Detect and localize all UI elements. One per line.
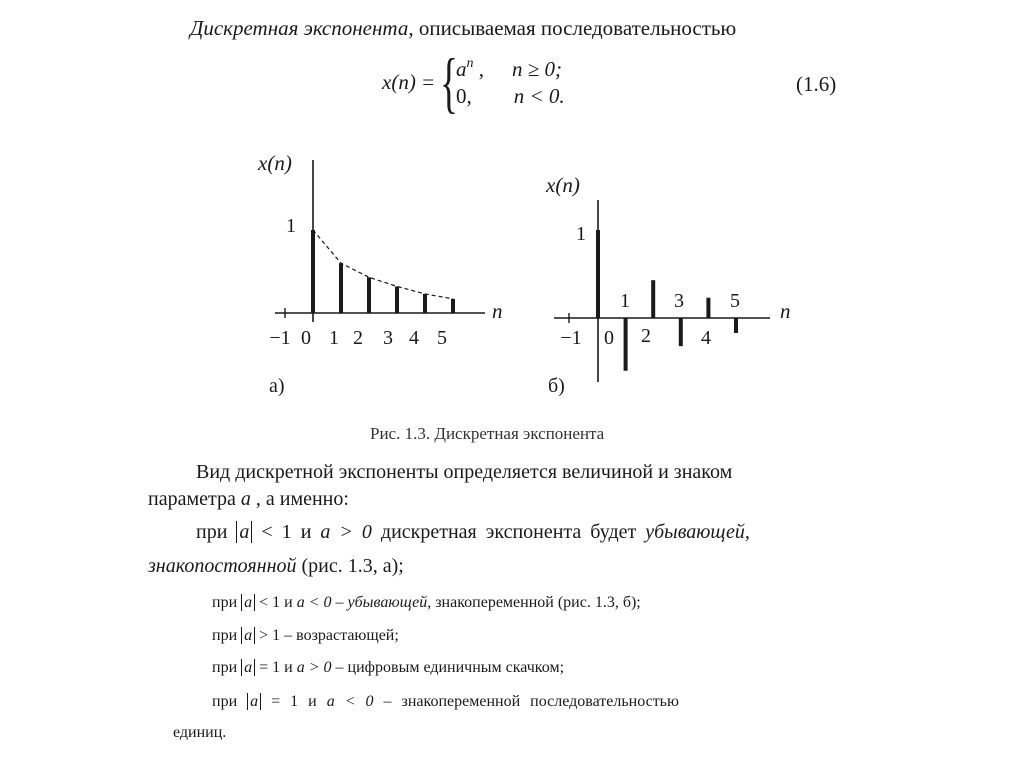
case1-cond2: a > 0 bbox=[320, 521, 372, 543]
case1-line2 bbox=[148, 555, 404, 578]
fig-a-xtick-label: 0 bbox=[301, 327, 311, 349]
intro-italic: Дискретная экспонента bbox=[190, 16, 409, 40]
case4-cond2: a > 0 bbox=[296, 659, 332, 676]
para-line2-var: a bbox=[240, 488, 251, 510]
fig-a-panel-label: а) bbox=[269, 375, 285, 397]
case3-cond1: > 1 bbox=[259, 627, 281, 644]
fig-b-xtick-label: 5 bbox=[730, 290, 740, 312]
formula-case1-sep: , bbox=[473, 57, 484, 81]
case3-abs: a bbox=[241, 627, 255, 644]
fig-a-xtick-label: 5 bbox=[437, 327, 447, 349]
fig-a-xlabel: n bbox=[492, 299, 503, 323]
case2-line bbox=[212, 594, 641, 612]
case2-text: , знакопеременной (рис. 1.3, б); bbox=[427, 594, 641, 611]
case5-cont: единиц. bbox=[173, 724, 227, 741]
formula-lhs: x(n) = bbox=[382, 70, 436, 94]
case2-pri: при bbox=[212, 594, 238, 611]
case1-line1 bbox=[196, 521, 750, 544]
case1-abs: a bbox=[236, 521, 252, 543]
case2-and: и bbox=[284, 594, 293, 611]
formula-brace: { bbox=[440, 44, 458, 120]
formula-case1-exp: n bbox=[466, 56, 474, 71]
formula-case2-cond: n < 0. bbox=[513, 84, 565, 108]
case2-abs: a bbox=[241, 594, 255, 611]
fig-b-xtick-label: 2 bbox=[641, 325, 651, 347]
case5-abs: a bbox=[247, 693, 261, 710]
formula-case1-base: a bbox=[456, 57, 467, 81]
para-line2 bbox=[148, 488, 349, 511]
case1-text: дискретная экспонента будет bbox=[380, 521, 637, 543]
case2-italic: – убывающей bbox=[335, 594, 428, 611]
formula-case1-cond: n ≥ 0; bbox=[512, 57, 563, 81]
fig-b-ylabel: x(n) bbox=[546, 173, 580, 197]
case5-text: – знакопеременной последовательностью bbox=[383, 693, 679, 710]
case1-ref: (рис. 1.3, а); bbox=[301, 555, 404, 577]
case4-and: и bbox=[284, 659, 293, 676]
case5-cond2: a < 0 bbox=[326, 693, 374, 710]
para-line2-b: , а именно: bbox=[255, 488, 349, 510]
case5-line bbox=[212, 693, 679, 711]
para-line2-a: параметра bbox=[148, 488, 236, 510]
case5-and: и bbox=[308, 693, 317, 710]
fig-b-xtick-label: 1 bbox=[620, 290, 630, 312]
equation-number: (1.6) bbox=[796, 72, 837, 96]
figure-caption: Рис. 1.3. Дискретная экспонента bbox=[370, 424, 605, 443]
fig-b-xlabel: n bbox=[780, 299, 791, 323]
formula-case2-expr: 0, bbox=[456, 84, 472, 108]
case5-cond1: = 1 bbox=[271, 693, 299, 710]
case1-cond1: < 1 bbox=[261, 521, 292, 543]
case1-italic2: знакопостоянной bbox=[148, 555, 297, 577]
fig-a-ylabel: x(n) bbox=[258, 151, 292, 175]
case3-pri: при bbox=[212, 627, 238, 644]
case2-cond2: a < 0 bbox=[296, 594, 332, 611]
fig-a-xtick-label: 4 bbox=[409, 327, 419, 349]
fig-a-xtick-label: 3 bbox=[383, 327, 393, 349]
case2-cond1: < 1 bbox=[259, 594, 281, 611]
case4-pri: при bbox=[212, 659, 238, 676]
case4-line bbox=[212, 659, 564, 677]
case4-abs: a bbox=[241, 659, 255, 676]
fig-a-ytick: 1 bbox=[286, 215, 296, 237]
fig-b-xtick-label: −1 bbox=[560, 327, 582, 349]
case1-and: и bbox=[300, 521, 312, 543]
fig-a-xtick-label: −1 bbox=[269, 327, 291, 349]
fig-b-xtick-label: 0 bbox=[604, 327, 614, 349]
case1-pri: при bbox=[196, 521, 228, 543]
fig-b-xtick-label: 4 bbox=[701, 327, 711, 349]
fig-a-xtick-label: 1 bbox=[329, 327, 339, 349]
para-line1: Вид дискретной экспоненты определяется величиной и знаком bbox=[196, 461, 733, 483]
intro-rest: , описываемая последовательностью bbox=[408, 16, 737, 40]
fig-b-panel-label: б) bbox=[548, 375, 565, 397]
case5-pri: при bbox=[212, 693, 238, 710]
case4-cond1: = 1 bbox=[259, 659, 281, 676]
fig-b-xtick-label: 3 bbox=[674, 290, 684, 312]
fig-a-xtick-label: 2 bbox=[353, 327, 363, 349]
case4-text: – цифровым единичным скачком; bbox=[335, 659, 565, 676]
case3-line bbox=[212, 627, 399, 645]
case1-italic1: убывающей, bbox=[645, 521, 750, 543]
case3-text: – возрастающей; bbox=[284, 627, 399, 644]
fig-b-ytick: 1 bbox=[576, 223, 586, 245]
